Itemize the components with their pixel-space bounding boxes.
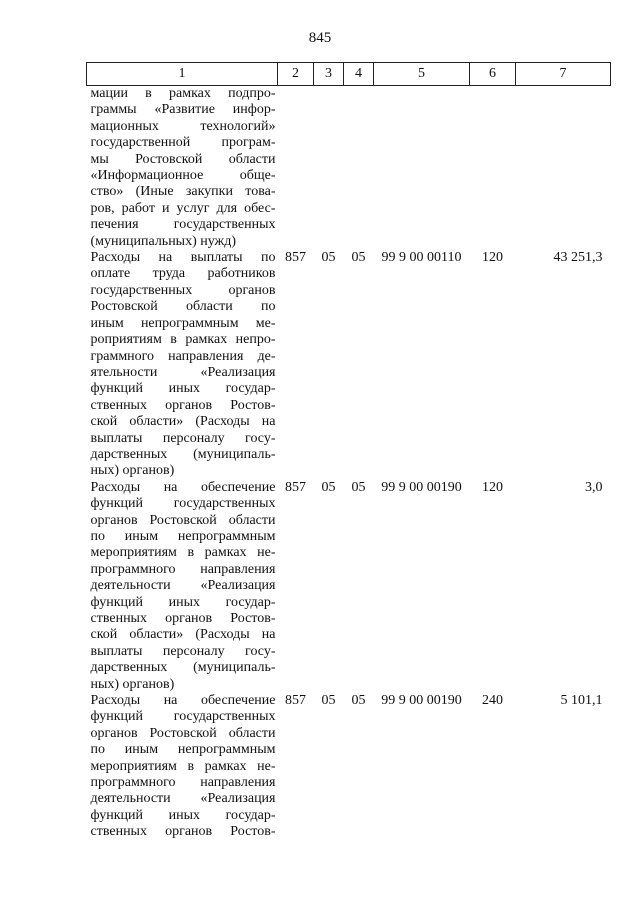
description-line: программного направления bbox=[90, 561, 276, 577]
description-line: деятельности «Реализация bbox=[90, 578, 276, 594]
col-header-target: 5 bbox=[374, 63, 470, 86]
description-line: по иным непрограммным bbox=[90, 742, 276, 758]
description-line: Ростовской области по bbox=[90, 299, 276, 315]
expense-type-code: 120 bbox=[482, 250, 503, 266]
description-line: ственных органов Ростов- bbox=[90, 611, 276, 626]
description-line: (муниципальных) нужд) bbox=[90, 233, 237, 249]
description-line: государственных органов bbox=[90, 282, 276, 298]
description-line: ных) органов) bbox=[90, 676, 175, 692]
target-code bbox=[374, 86, 470, 251]
expense-type-code: 120 bbox=[482, 479, 503, 495]
description-line: мы Ростовской области bbox=[90, 151, 276, 167]
amount-value bbox=[516, 86, 611, 251]
description-line: по иным непрограммным bbox=[90, 528, 276, 544]
description-line: функций государственных bbox=[90, 496, 276, 512]
subsection-code: 05 bbox=[351, 250, 366, 266]
description-line: функций государственных bbox=[90, 709, 276, 725]
description-line: деятельности «Реализация bbox=[90, 791, 276, 807]
table-row bbox=[87, 480, 611, 693]
table-row bbox=[87, 693, 611, 841]
description-line: выплаты персоналу госу- bbox=[90, 643, 276, 659]
description-line: Расходы на выплаты по bbox=[90, 250, 276, 266]
row-description bbox=[87, 480, 278, 693]
description-line: ров, работ и услуг для обес- bbox=[90, 200, 276, 216]
section-code: 05 bbox=[321, 693, 336, 709]
col-header-subsection: 4 bbox=[344, 63, 374, 86]
header-row bbox=[87, 63, 611, 86]
description-line: мации в рамках подпро- bbox=[90, 86, 276, 101]
table-row bbox=[87, 86, 611, 251]
description-line: дарственных (муниципаль- bbox=[90, 660, 276, 676]
col-header-ministry: 2 bbox=[278, 63, 314, 86]
description-line: печения государственных bbox=[90, 217, 276, 233]
description-line: ственных органов Ростов- bbox=[90, 824, 276, 840]
description-line: ской области» (Расходы на bbox=[90, 414, 276, 430]
description-line: ных) органов) bbox=[90, 463, 175, 479]
description-line: иным непрограммным ме- bbox=[90, 315, 276, 331]
description-line: «Информационное обще- bbox=[90, 168, 276, 184]
description-line: мероприятиям в рамках не- bbox=[90, 758, 276, 774]
table-row bbox=[87, 250, 611, 480]
subsection-code: 05 bbox=[351, 479, 366, 495]
target-code: 99 9 00 00110 bbox=[381, 250, 462, 266]
description-line: Расходы на обеспечение bbox=[90, 479, 276, 495]
description-line: органов Ростовской области bbox=[90, 725, 276, 741]
description-line: мероприятиям в рамках не- bbox=[90, 545, 276, 561]
ministry-code: 857 bbox=[285, 693, 306, 709]
section-code bbox=[314, 86, 344, 251]
page-number: 845 bbox=[308, 30, 332, 46]
budget-table bbox=[86, 62, 611, 841]
description-line: органов Ростовской области bbox=[90, 512, 276, 528]
description-line: Расходы на обеспечение bbox=[90, 693, 276, 709]
row-description bbox=[87, 86, 278, 251]
amount-value: 3,0 bbox=[585, 479, 603, 495]
description-line: ской области» (Расходы на bbox=[90, 627, 276, 643]
description-line: граммы «Развитие инфор- bbox=[90, 102, 276, 118]
description-line: роприятиям в рамках непро- bbox=[90, 332, 276, 348]
ministry-code bbox=[278, 86, 314, 251]
section-code: 05 bbox=[321, 250, 336, 266]
description-line: дарственных (муниципаль- bbox=[90, 446, 276, 462]
col-header-section: 3 bbox=[314, 63, 344, 86]
subsection-code bbox=[344, 86, 374, 251]
description-line: мационных технологий» bbox=[90, 118, 276, 134]
ministry-code: 857 bbox=[285, 250, 306, 266]
description-line: функций иных государ- bbox=[90, 594, 276, 610]
subsection-code: 05 bbox=[351, 693, 366, 709]
expense-type-code: 240 bbox=[482, 693, 503, 709]
description-line: ственных органов Ростов- bbox=[90, 397, 276, 413]
target-code: 99 9 00 00190 bbox=[381, 693, 462, 709]
description-line: граммного направления де- bbox=[90, 348, 276, 364]
target-code: 99 9 00 00190 bbox=[381, 479, 462, 495]
amount-value: 43 251,3 bbox=[553, 250, 603, 266]
section-code: 05 bbox=[321, 479, 336, 495]
row-description bbox=[87, 250, 278, 480]
amount-value: 5 101,1 bbox=[560, 693, 603, 709]
description-line: ятельности «Реализация bbox=[90, 364, 276, 380]
description-line: оплате труда работников bbox=[90, 266, 276, 282]
description-line: программного направления bbox=[90, 775, 276, 791]
col-header-amount: 7 bbox=[516, 63, 611, 86]
expense-type-code bbox=[470, 86, 516, 251]
col-header-expense-type: 6 bbox=[470, 63, 516, 86]
description-line: выплаты персоналу госу- bbox=[90, 430, 276, 446]
description-line: ство» (Иные закупки това- bbox=[90, 184, 276, 200]
description-line: функций иных государ- bbox=[90, 807, 276, 823]
description-line: государственной програм- bbox=[90, 135, 276, 151]
col-header-description: 1 bbox=[87, 63, 278, 86]
description-line: функций иных государ- bbox=[90, 381, 276, 397]
row-description bbox=[87, 693, 278, 841]
ministry-code: 857 bbox=[285, 479, 306, 495]
